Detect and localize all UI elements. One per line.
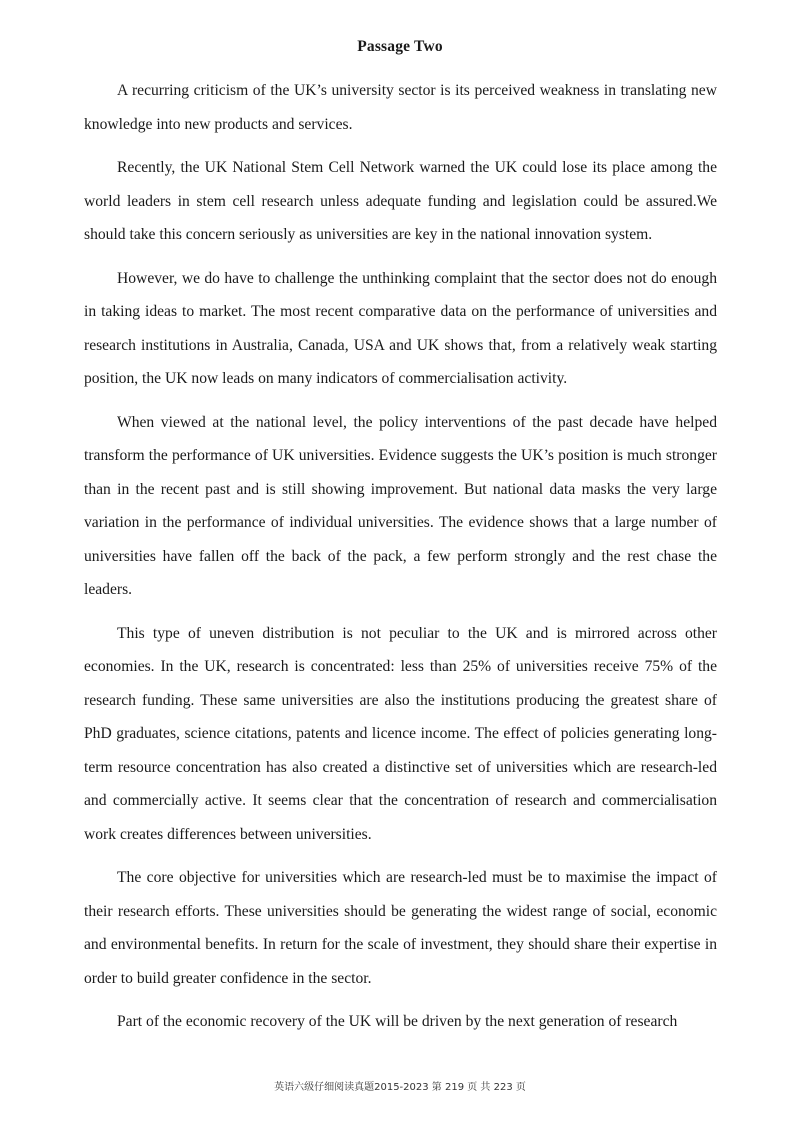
- paragraph-4: When viewed at the national level, the policy interventions of the past decade have helped transform the performance of UK universities. Evidence suggests the UK’s position is much stronger than in the recent past and is still showing improvement. But national data masks the very large variation in the performance of individual universities. The evidence shows that a large number of universities have fallen off the back of the pack, a few perform strongly and the rest chase the leaders.: [84, 413, 717, 598]
- paragraph-7: Part of the economic recovery of the UK will be driven by the next generation of research: [117, 1013, 678, 1030]
- page-footer: 英语六级仔细阅读真题2015-2023 第 219 页 共 223 页: [274, 1082, 526, 1093]
- paragraph-1: A recurring criticism of the UK’s university sector is its perceived weakness in translating new knowledge into new products and services.: [84, 82, 717, 133]
- paragraph-3: However, we do have to challenge the unthinking complaint that the sector does not do enough in taking ideas to market. The most recent comparative data on the performance of universities and research institutions in Australia, Canada, USA and UK shows that, from a relatively weak starting position, the UK now leads on many indicators of commercialisation activity.: [84, 269, 717, 387]
- paragraph-2: Recently, the UK National Stem Cell Network warned the UK could lose its place among the world leaders in stem cell research unless adequate funding and legislation could be assured.We should take this concern seriously as universities are key in the national innovation system.: [84, 159, 717, 243]
- paragraph-6: The core objective for universities which are research-led must be to maximise the impact of their research efforts. These universities should be generating the widest range of social, economic and environmental benefits. In return for the scale of investment, they should share their expertise in order to build greater confidence in the sector.: [84, 869, 717, 987]
- passage-body: [84, 74, 717, 1039]
- passage-title: Passage Two: [357, 38, 443, 55]
- paragraph-5: This type of uneven distribution is not peculiar to the UK and is mirrored across other economies. In the UK, research is concentrated: less than 25% of universities receive 75% of the research funding. These same universities are also the institutions producing the greatest share of PhD graduates, science citations, patents and licence income. The effect of policies generating long-term resource concentration has also created a distinctive set of universities which are research-led and commercially active. It seems clear that the concentration of research and commercialisation work creates differences between universities.: [84, 624, 717, 843]
